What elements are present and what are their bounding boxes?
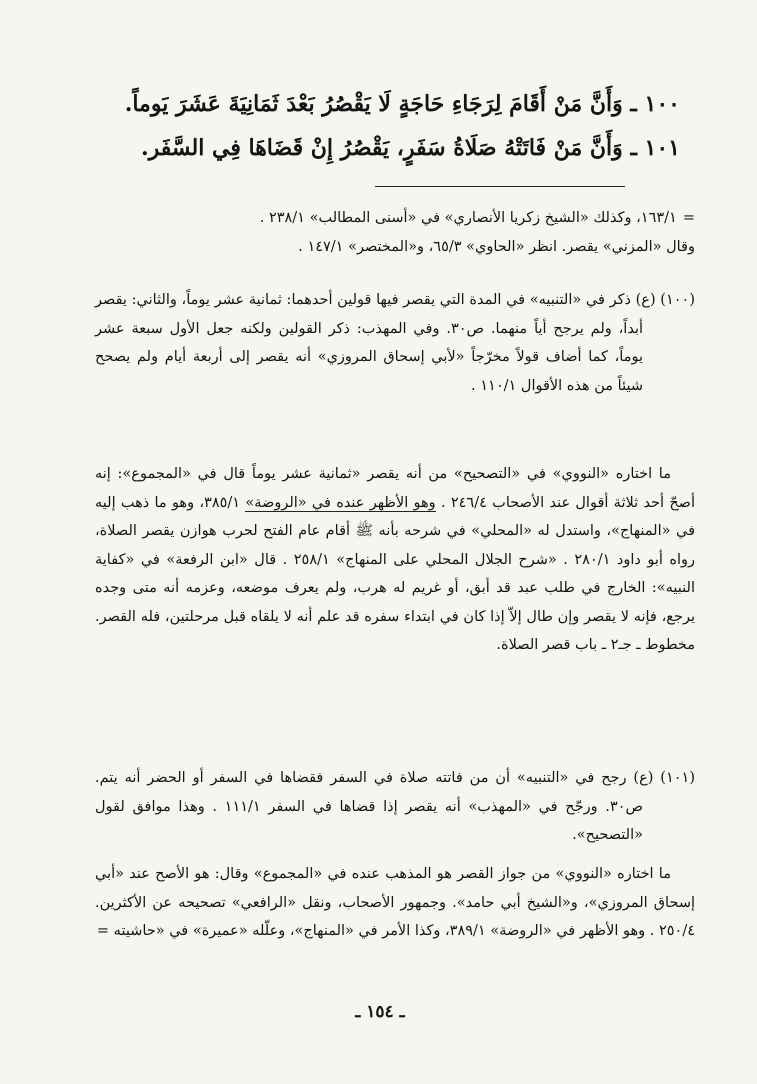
footnote-101-text: (١٠١) (ع) رجح في «التنبيه» أن من فاتته صلاة في السفر فقضاها في السفر أو الحضر أنه يتم. ص٣٠. ورجّح في «المهذب» أنه يقصر إذا قضاها في السفر ١١١/١ . وهذا موافق لقول «التصحيح».: [95, 770, 696, 843]
footnote-separator: [375, 186, 625, 187]
footnote-100-selection-text: ما اختاره «النووي» في «التصحيح» من أنه يقصر «ثمانية عشر يوماً قال في «المجموع»: إنه أصحّ أحد ثلاثة أقوال عند الأصحاب ٢٤٦/٤ . وهو الأظهر عنده في «الروضة» ٣٨٥/١، وهو ما ذهب إليه في «المنهاج»، واستدل له «المحلي» في شرحه بأنه ﷺ أقام عام الفتح لحرب هوازن يقصر الصلاة، رواه أبو داود ٢٨٠/١ . «شرح الجلال المحلي على المنهاج» ٢٥٨/١ . قال «ابن الرفعة» في «كفاية النبيه»: الخارج في طلب عبد قد أبق، أو غريم له هرب، ولم يعرف موضعه، وعزمه أنه متى وجده يرجع، فإنه لا يقصر وإن طال إلاّ إذا كان في ابتداء سفره قد علم أنه لا يلقاه قبل مرحلتين، فله القصر. مخطوط ـ جـ٢ ـ باب قصر الصلاة.: [95, 466, 696, 653]
underlined-phrase: وهو الأظهر عنده في «الروضة»: [245, 494, 436, 511]
footnote-100-number: (١٠٠): [660, 292, 696, 308]
continuation-line-2: وقال «المزني» يقصر. انظر «الحاوي» ٦٥/٣، و«المختصر» ١٤٧/١ .: [298, 238, 695, 255]
footnote-100-text: (١٠٠) (ع) ذكر في «التنبيه» في المدة التي يقصر فيها قولين أحدهما: ثمانية عشر يوماً، والثاني: يقصر أبداً، ولم يرجح أياً منهما. ص٣٠. وفي المهذب: ذكر القولين ولكنه جعل الأول سبعة عشر يوماً، كما أضاف قولاً مخرّجاً «لأبي إسحاق المروزي» أنه يقصر إلى أربعة أيام ولم يصحح شيئاً من هذه الأقوال ١١٠/١ .: [95, 292, 696, 394]
footnote-101-selection-text: ما اختاره «النووي» من جواز القصر هو المذهب عنده في «المجموع» وقال: هو الأصح عند «أبي إسحاق المروزي»، و«الشيخ أبي حامد». وجمهور الأصحاب، ونقل «الرافعي» تصحيحه عن الأكثرين. ٢٥٠/٤ . وهو الأظهر في «الروضة» ٣٨٩/١، وكذا الأمر في «المنهاج»، وعلّله «عميرة» في «حاشيته =: [95, 866, 695, 939]
continuation-marker: =: [682, 210, 695, 226]
main-text: [124, 82, 680, 170]
footnote-100: [95, 286, 695, 400]
footnote-101-selection: [95, 860, 695, 946]
footnote-continuation: [95, 204, 695, 261]
main-line-100: ١٠٠ ـ وَأَنَّ مَنْ أَقَامَ لِرَجَاءِ حَاجَةٍ لَا يَقْصُرُ بَعْدَ ثَمَانِيَةَ عَشَرَ يَوماً.: [124, 91, 680, 117]
main-line-101: ١٠١ ـ وَأَنَّ مَنْ فَاتَتْهُ صَلَاةُ سَفَرٍ، يَقْصُرُ إِنْ قَضَاهَا فِي السَّفَر.: [140, 135, 680, 161]
footnote-100-selection: [95, 460, 695, 660]
continues-marker: =: [96, 923, 110, 939]
continuation-line-1: =١٦٣/١، وكذلك «الشيخ زكريا الأنصاري» في «أسنى المطالب» ٢٣٨/١ .: [259, 210, 695, 226]
page-number: ـ ١٥٤ ـ: [355, 1002, 405, 1022]
footnote-101-number: (١٠١): [660, 770, 696, 786]
footnote-101: [95, 764, 695, 850]
